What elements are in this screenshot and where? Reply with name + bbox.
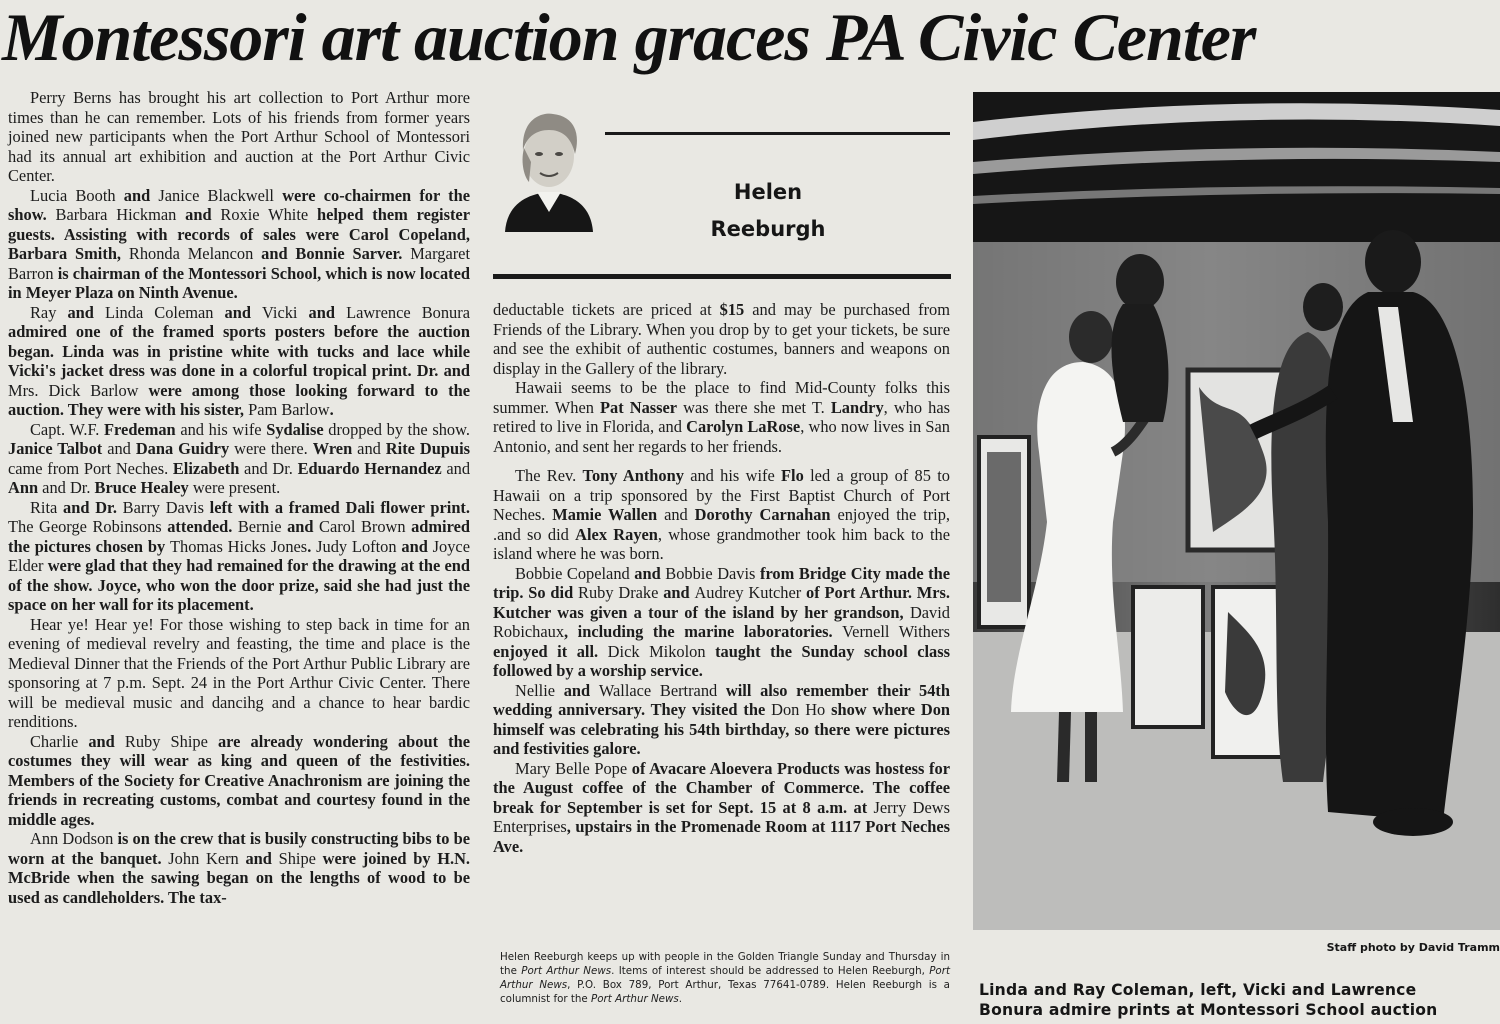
paragraph bbox=[493, 300, 950, 378]
text-run: Carol Brown bbox=[319, 517, 406, 536]
text-run: Linda Coleman bbox=[104, 302, 214, 322]
bold-name: are already wondering about the costumes they will wear as king and queen of the festivities. Members of the Society for Creative Anachronism are joining the friends in recreating customs, combat and courtesy found in the middle ages. bbox=[8, 731, 470, 829]
bold-name: taught the Sunday school class followed by a worship service. bbox=[493, 641, 950, 680]
text-run: Barbara Hickman bbox=[55, 205, 177, 224]
bold-name: Landry bbox=[830, 397, 884, 417]
byline-rule-bottom bbox=[493, 274, 951, 279]
text-run: The Rev. bbox=[515, 466, 583, 485]
text-run: Charlie bbox=[30, 731, 79, 751]
text-run: Judy Lofton bbox=[316, 536, 397, 556]
text-run: and bbox=[657, 505, 695, 524]
bold-name: helped them register guests. Assisting with records of sales were Carol Copeland, Barbara Smith, bbox=[8, 205, 470, 263]
bold-name: Pat Nasser bbox=[600, 397, 678, 417]
headline: Montessori art auction graces PA Civic Center bbox=[2, 0, 1256, 75]
text-run: Mrs. Dick Barlow bbox=[8, 380, 139, 400]
text-run: were present. bbox=[188, 478, 281, 497]
text-run: Barry Davis bbox=[122, 497, 204, 517]
bold-name: Dana Guidry bbox=[135, 439, 230, 458]
text-run: dropped by the show. bbox=[323, 419, 471, 439]
text-run: Perry Berns has brought his art collection to Port Arthur more times than he can remember. Lots of his friends from former years joined new participants when the Port Arthur School of Montessori had its annual art exhibition and auction at the Port Arthur Civic Center. bbox=[8, 88, 470, 185]
bold-name: Carolyn LaRose bbox=[686, 417, 801, 436]
text-run: Shipe bbox=[278, 848, 316, 868]
bold-name: and bbox=[396, 536, 433, 556]
text-run: Ray bbox=[30, 302, 57, 322]
text-run: and his wife bbox=[683, 466, 782, 485]
text-run: Hawaii seems to be the place to find Mid-County folks this summer. When bbox=[493, 378, 950, 417]
bold-name: . bbox=[329, 400, 334, 419]
text-run: were there. bbox=[229, 439, 313, 458]
paragraph bbox=[493, 681, 950, 759]
bold-name: and bbox=[555, 680, 599, 700]
bold-name: and bbox=[238, 848, 279, 868]
text-run: , who has retired to live in Florida, and bbox=[493, 397, 950, 436]
bold-name: , upstairs in the Promenade Room at 1117 Port Neches Ave. bbox=[493, 817, 950, 856]
bold-name: Sydalise bbox=[266, 419, 324, 439]
text-run: Roxie White bbox=[220, 205, 309, 224]
bold-name: Elizabeth bbox=[172, 458, 240, 478]
bold-name: admired the pictures chosen by bbox=[8, 517, 470, 556]
tagline-run: Port Arthur News bbox=[521, 965, 612, 977]
columnist-box bbox=[493, 92, 951, 284]
bold-name: and bbox=[281, 517, 320, 536]
text-run: and his wife bbox=[175, 419, 267, 439]
paragraph bbox=[8, 498, 470, 615]
bold-name: of Port Arthur. Mrs. Kutcher was given a tour of the island by her grandson, bbox=[493, 583, 951, 622]
bold-name: is on the crew that is busily constructing bibs to be worn at the banquet. bbox=[8, 829, 470, 868]
tagline-run: Port Arthur News bbox=[591, 993, 679, 1005]
bold-name: Ann bbox=[8, 478, 39, 497]
bold-name: show where Don himself was celebrating his 54th birthday, so there were pictures and festivities galore. bbox=[493, 700, 951, 758]
text-run: and bbox=[441, 458, 471, 478]
bold-name: from Bridge City made the trip. So did bbox=[493, 563, 951, 602]
bold-name: Fredeman bbox=[104, 419, 176, 439]
text-run: Mary Belle Pope bbox=[515, 758, 628, 778]
paragraph bbox=[493, 466, 950, 564]
bold-name: were joined by H.N. McBride when the sawing began on the lengths of wood to be used as candleholders. The tax- bbox=[8, 848, 471, 907]
text-run: The George Robinsons bbox=[8, 517, 162, 536]
text-run: Rita bbox=[30, 497, 58, 517]
text-run: Vernell Withers bbox=[842, 622, 950, 641]
text-run: Dick Mikolon bbox=[607, 641, 706, 661]
bold-name: is chairman of the Montessori School, which is now located in Meyer Plaza on Ninth Avenue. bbox=[8, 263, 470, 302]
paragraph bbox=[8, 88, 470, 186]
text-run: Vicki bbox=[262, 302, 298, 322]
columnist-first-name: Helen bbox=[733, 180, 803, 204]
text-run: Thomas Hicks Jones bbox=[170, 536, 308, 556]
text-run: David Robichaux bbox=[493, 602, 950, 641]
text-run: and may be purchased from Friends of the Library. When you drop by to get your tickets, be sure and see the exhibit of authentic costumes, banners and weapons on display in the Gallery of the library. bbox=[493, 300, 950, 378]
columnist-byline bbox=[683, 174, 853, 248]
bold-name: $15 bbox=[719, 300, 745, 319]
text-run: John Kern bbox=[168, 848, 239, 868]
text-run: Nellie bbox=[515, 680, 556, 700]
text-run: Janice Blackwell bbox=[158, 185, 274, 205]
bold-name: . bbox=[307, 536, 317, 556]
bold-name: will also remember their 54th wedding anniversary. They visited the bbox=[493, 680, 950, 719]
bold-name: left with a framed Dali flower print. bbox=[203, 497, 470, 517]
text-run: and bbox=[102, 439, 136, 458]
paragraph bbox=[8, 615, 470, 732]
bold-name: and bbox=[176, 205, 221, 224]
text-run: Hear ye! Hear ye! For those wishing to step back in time for an evening of medieval revelry and feasting, the time and place is the Medieval Dinner that the Friends of the Port Arthur Public Library are sponsoring at 7 p.m. Sept. 24 in the Port Arthur Civic Center. There will be medieval music and dancihg and a chance to hear bardic renditions. bbox=[8, 614, 470, 731]
text-run: and bbox=[352, 439, 386, 458]
bold-name: of Avacare Aloevera Products was hostess for the August coffee of the Chamber of Commerce. The coffee break for September is set for Sept. 15 at 8 a.m. at bbox=[493, 758, 950, 817]
bold-name: and Dr. bbox=[57, 497, 123, 517]
byline-rule-top bbox=[605, 132, 950, 135]
paragraph bbox=[8, 420, 470, 498]
text-run: , who now lives in San Antonio, and sent her regards to her friends. bbox=[493, 417, 950, 456]
bold-name: were glad that they had remained for the drawing at the end of the show. Joyce, who won the door prize, said she had just the space on her wall for its placement. bbox=[8, 556, 470, 614]
paragraph bbox=[8, 186, 470, 303]
paragraph bbox=[493, 378, 950, 456]
text-run: enjoyed the trip, .and so did bbox=[493, 505, 950, 544]
bold-name: Wren bbox=[312, 439, 353, 458]
bold-name: and bbox=[78, 731, 125, 751]
tagline-run: , P.O. Box 789, Port Arthur, Texas 77641-0789. Helen Reeburgh is a columnist for the bbox=[500, 979, 950, 1005]
tagline-run: . bbox=[678, 993, 683, 1005]
text-run: Jerry Dews Enterprises bbox=[493, 797, 950, 836]
bold-name: were among those looking forward to the auction. They were with his sister, bbox=[8, 380, 470, 419]
bold-name: and bbox=[658, 583, 695, 602]
columnist-portrait bbox=[493, 92, 605, 232]
text-run: Lucia Booth bbox=[30, 185, 116, 205]
bold-name: and bbox=[56, 302, 105, 322]
text-run: and Dr. bbox=[38, 478, 95, 497]
article-column-2 bbox=[493, 300, 950, 856]
bold-name: Bruce Healey bbox=[94, 478, 189, 497]
text-run: Bobbie Davis bbox=[665, 563, 756, 583]
photo-credit: Staff photo by David Tramm bbox=[1326, 941, 1500, 954]
photo-caption bbox=[979, 980, 1500, 1020]
text-run: and Dr. bbox=[239, 458, 298, 478]
text-run: was there she met T. bbox=[677, 397, 831, 417]
bold-name: Rite Dupuis bbox=[385, 439, 470, 458]
text-run: Bobbie Copeland bbox=[515, 563, 630, 583]
tagline-run: Port Arthur News bbox=[500, 965, 950, 991]
bold-name: and Bonnie Sarver. bbox=[253, 244, 411, 263]
paragraph bbox=[8, 732, 470, 830]
text-run: Ann Dodson bbox=[30, 829, 114, 848]
bold-name: Eduardo Hernandez bbox=[297, 458, 442, 478]
text-run: came from Port Neches. bbox=[8, 458, 173, 478]
bold-name: Janice Talbot bbox=[8, 439, 103, 458]
article-column-1 bbox=[8, 88, 470, 907]
auction-photo bbox=[973, 92, 1500, 930]
bold-name: Mamie Wallen bbox=[552, 505, 658, 524]
text-run: led a group of 85 to Hawaii on a trip sponsored by the First Baptist Church of Port Neches. bbox=[493, 466, 950, 524]
bold-name: and bbox=[213, 302, 263, 322]
bold-name: , including the marine laboratories. bbox=[564, 622, 843, 641]
columnist-last-name: Reeburgh bbox=[710, 217, 826, 241]
text-run: Pam Barlow bbox=[248, 400, 330, 419]
columnist-tagline bbox=[500, 950, 950, 1006]
text-run: , whose grandmother took him back to the island where he was born. bbox=[493, 524, 951, 563]
tagline-run: . Items of interest should be addressed to Helen Reeburgh, bbox=[611, 965, 930, 977]
bold-name: and bbox=[629, 563, 666, 583]
bold-name: attended. bbox=[161, 517, 238, 536]
paragraph bbox=[8, 829, 470, 907]
text-run: Bernie bbox=[237, 517, 282, 536]
bold-name: admired one of the framed sports posters before the auction began. Linda was in pristine white with tucks and lace while Vicki's jacket dress was done in a colorful tropical print. Dr. and bbox=[8, 322, 470, 380]
paragraph bbox=[493, 564, 950, 681]
text-run: Lawrence Bonura bbox=[346, 302, 470, 322]
bold-name: Flo bbox=[781, 466, 804, 485]
tagline-run: Helen Reeburgh keeps up with people in the Golden Triangle Sunday and Thursday in the bbox=[500, 951, 950, 977]
bold-name: Tony Anthony bbox=[582, 466, 684, 485]
paragraph bbox=[8, 303, 470, 420]
bold-name: and bbox=[297, 302, 347, 322]
bold-name: were co-chairmen for the show. bbox=[8, 185, 470, 224]
text-run: Capt. W.F. bbox=[30, 419, 105, 439]
text-run: Rhonda Melancon bbox=[128, 244, 254, 263]
text-run: Ruby Drake bbox=[578, 583, 659, 602]
text-run: deductable tickets are priced at bbox=[493, 300, 720, 319]
bold-name: enjoyed it all. bbox=[493, 641, 608, 661]
bold-name: Dorothy Carnahan bbox=[694, 505, 831, 524]
bold-name: Alex Rayen bbox=[575, 524, 658, 544]
text-run: Don Ho bbox=[771, 700, 826, 719]
caption-line-2: Bonura admire prints at Montessori School auction bbox=[979, 1001, 1438, 1019]
text-run: Joyce Elder bbox=[8, 536, 470, 575]
text-run: Audrey Kutcher bbox=[694, 583, 802, 602]
text-run: Margaret Barron bbox=[8, 244, 471, 283]
text-run: Wallace Bertrand bbox=[598, 680, 718, 700]
bold-name: and bbox=[115, 185, 159, 205]
text-run: Ruby Shipe bbox=[124, 731, 208, 751]
caption-line-1: Linda and Ray Coleman, left, Vicki and Lawrence bbox=[979, 981, 1417, 999]
paragraph bbox=[493, 759, 950, 857]
